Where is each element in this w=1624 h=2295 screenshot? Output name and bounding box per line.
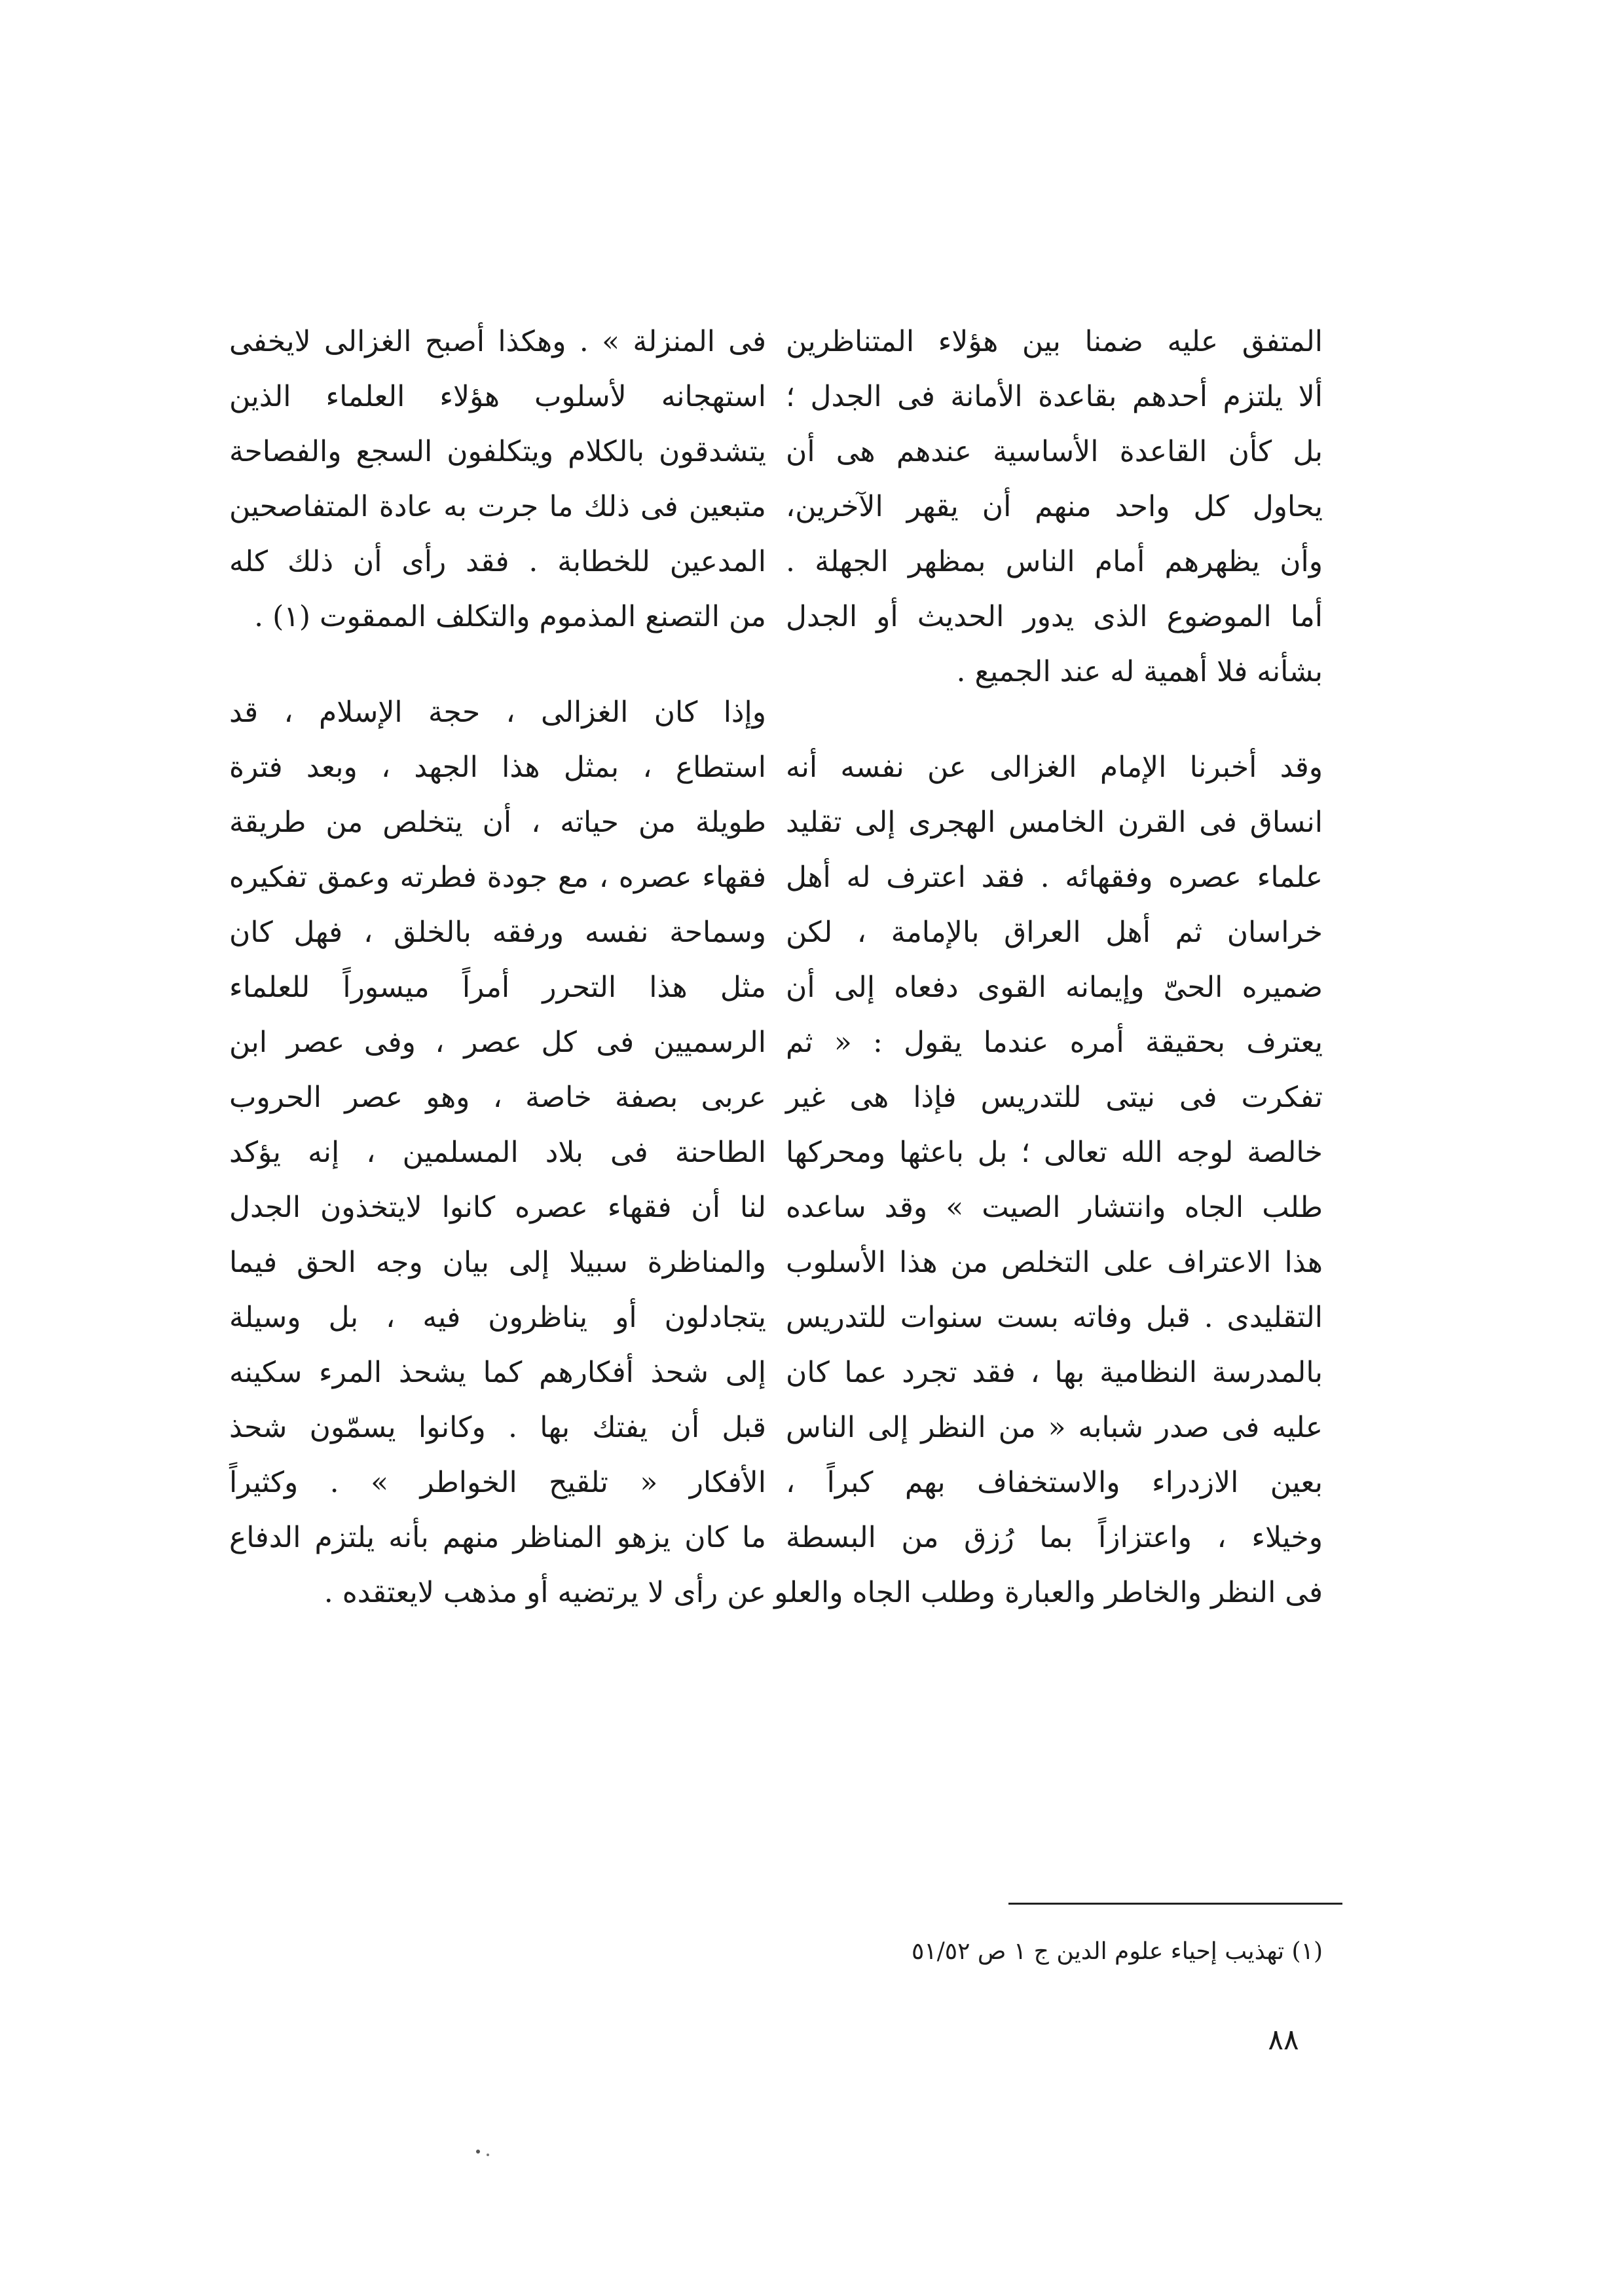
text-line: بعين الازدراء والاستخفاف بهم كبراً ، — [786, 1466, 1323, 1499]
text-line: انساق فى القرن الخامس الهجرى إلى تقليد — [786, 806, 1323, 839]
text-line: وسماحة نفسه ورفقه بالخلق ، فهل كان — [229, 916, 766, 949]
text-line: ألا يلتزم أحدهم بقاعدة الأمانة فى الجدل ؛ — [786, 380, 1323, 413]
text-line: عن رأى لا يرتضيه أو مذهب لايعتقده . — [323, 1576, 766, 1609]
text-line: فى النظر والخاطر والعبارة وطلب الجاه والعلو — [774, 1576, 1323, 1609]
page-number: ٨٨ — [1268, 2023, 1299, 2057]
text-line: خالصة لوجه الله تعالى ؛ بل باعثها ومحركها — [786, 1136, 1323, 1169]
text-line: قبل أن يفتك بها . وكانوا يسمّون شحذ — [229, 1411, 766, 1444]
text-line: يحاول كل واحد منهم أن يقهر الآخرين، — [786, 490, 1323, 523]
scan-speck — [476, 2150, 480, 2154]
footnote-divider — [1008, 1903, 1342, 1905]
text-line: بالمدرسة النظامية بها ، فقد تجرد عما كان — [786, 1356, 1323, 1389]
footnote: (١) تهذيب إحياء علوم الدين ج ١ ص ٥١/٥٢ — [911, 1938, 1323, 1965]
text-line: استهجانه لأسلوب هؤلاء العلماء الذين — [229, 380, 766, 413]
text-line: هذا الاعتراف على التخلص من هذا الأسلوب — [786, 1246, 1323, 1279]
paragraph-gap — [786, 700, 1323, 740]
text-line: بشأنه فلا أهمية له عند الجميع . — [956, 655, 1323, 688]
text-line: مثل هذا التحرر أمراً ميسوراً للعلماء — [229, 971, 766, 1004]
text-line: متبعين فى ذلك ما جرت به عادة المتفاصحين — [229, 490, 766, 523]
text-line: علماء عصره وفقهائه . فقد اعترف له أهل — [786, 861, 1323, 894]
text-line: طلب الجاه وانتشار الصيت » وقد ساعده — [786, 1191, 1323, 1224]
text-line: يعترف بحقيقة أمره عندما يقول : « ثم — [786, 1026, 1323, 1059]
paragraph-gap — [229, 644, 766, 685]
text-line: المتفق عليه ضمنا بين هؤلاء المتناظرين — [786, 325, 1323, 358]
text-line: وقد أخبرنا الإمام الغزالى عن نفسه أنه — [786, 751, 1323, 784]
right-paragraph-1 — [786, 314, 1323, 700]
text-line: طويلة من حياته ، أن يتخلص من طريقة — [229, 806, 766, 839]
right-column — [774, 314, 1323, 1620]
left-paragraph-1 — [229, 314, 766, 644]
text-line: الرسميين فى كل عصر ، وفى عصر ابن — [229, 1026, 766, 1059]
text-line: يتشدقون بالكلام ويتكلفون السجع والفصاحة — [229, 435, 766, 468]
right-paragraph-2 — [774, 740, 1323, 1620]
left-column — [229, 314, 766, 1620]
text-line: أما الموضوع الذى يدور الحديث أو الجدل — [786, 600, 1323, 633]
text-line: تفكرت فى نيتى للتدريس فإذا هى غير — [786, 1081, 1323, 1114]
text-line: وخيلاء ، واعتزازاً بما رُزق من البسطة — [786, 1521, 1323, 1554]
text-line: عليه فى صدر شبابه « من النظر إلى الناس — [786, 1411, 1323, 1444]
text-line: ضميره الحىّ وإيمانه القوى دفعاه إلى أن — [786, 971, 1323, 1004]
text-line: ما كان يزهو المناظر منهم بأنه يلتزم الدفاع — [229, 1521, 766, 1554]
text-line: المدعين للخطابة . فقد رأى أن ذلك كله — [229, 545, 766, 578]
text-line: الأفكار « تلقيح الخواطر » . وكثيراً — [229, 1466, 766, 1499]
text-line: عربى بصفة خاصة ، وهو عصر الحروب — [229, 1081, 766, 1114]
text-line: استطاع ، بمثل هذا الجهد ، وبعد فترة — [229, 751, 766, 784]
text-line: من التصنع المذموم والتكلف الممقوت (١) . — [254, 600, 766, 633]
text-line: وأن يظهرهم أمام الناس بمظهر الجهلة . — [786, 545, 1323, 578]
scan-speck — [487, 2154, 489, 2156]
text-line: إلى شحذ أفكارهم كما يشحذ المرء سكينه — [229, 1356, 766, 1389]
text-line: فقهاء عصره ، مع جودة فطرته وعمق تفكيره — [229, 861, 766, 894]
text-line: بل كأن القاعدة الأساسية عندهم هى أن — [786, 435, 1323, 468]
text-line: لنا أن فقهاء عصره كانوا لايتخذون الجدل — [229, 1191, 766, 1224]
text-line: وإذا كان الغزالى ، حجة الإسلام ، قد — [229, 696, 766, 729]
text-line: خراسان ثم أهل العراق بالإمامة ، لكن — [786, 916, 1323, 949]
left-paragraph-2 — [229, 685, 766, 1620]
text-line: والمناظرة سبيلا إلى بيان وجه الحق فيما — [229, 1246, 766, 1279]
text-line: فى المنزلة » . وهكذا أصبح الغزالى لايخفى — [229, 325, 766, 358]
text-line: التقليدى . قبل وفاته بست سنوات للتدريس — [786, 1301, 1323, 1334]
text-line: يتجادلون أو يناظرون فيه ، بل وسيلة — [229, 1301, 766, 1334]
text-line: الطاحنة فى بلاد المسلمين ، إنه يؤكد — [229, 1136, 766, 1169]
